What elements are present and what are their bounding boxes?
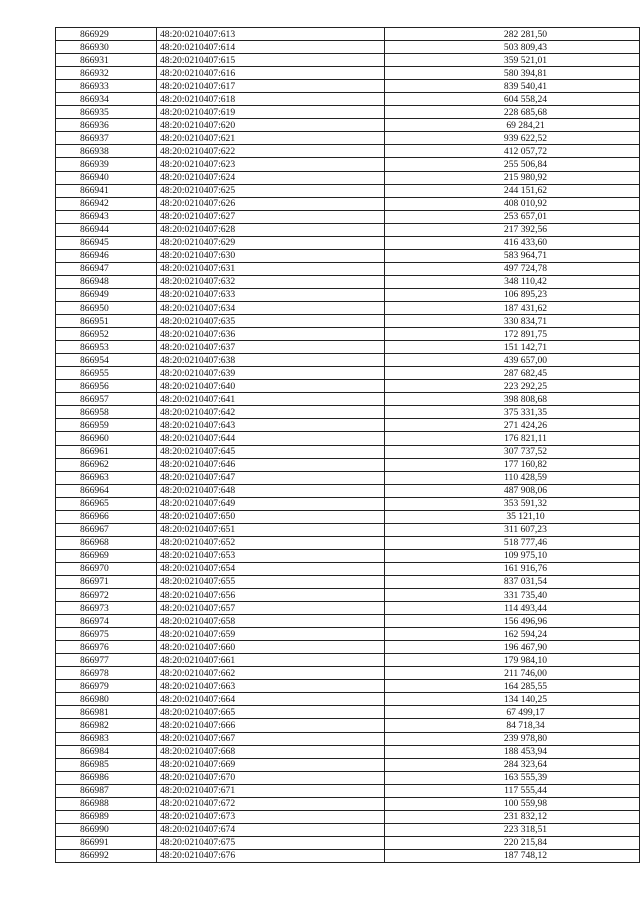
- value-cell: 287 682,45: [385, 367, 640, 380]
- value-cell: 163 555,39: [385, 771, 640, 784]
- row-number-cell: 866951: [56, 315, 157, 328]
- cadastral-number-cell: 48:20:0210407:670: [157, 771, 385, 784]
- data-table: [55, 27, 640, 863]
- value-cell: 228 685,68: [385, 106, 640, 119]
- row-number-cell: 866979: [56, 680, 157, 693]
- row-number-cell: 866966: [56, 510, 157, 523]
- cadastral-number-cell: 48:20:0210407:649: [157, 497, 385, 510]
- table-row: [56, 797, 640, 810]
- value-cell: 311 607,23: [385, 523, 640, 536]
- cadastral-number-cell: 48:20:0210407:669: [157, 758, 385, 771]
- cadastral-number-cell: 48:20:0210407:645: [157, 445, 385, 458]
- table-row: [56, 745, 640, 758]
- row-number-cell: 866950: [56, 301, 157, 314]
- table-row: [56, 693, 640, 706]
- table-row: [56, 288, 640, 301]
- row-number-cell: 866980: [56, 693, 157, 706]
- value-cell: 172 891,75: [385, 328, 640, 341]
- value-cell: 177 160,82: [385, 458, 640, 471]
- cadastral-number-cell: 48:20:0210407:663: [157, 680, 385, 693]
- row-number-cell: 866942: [56, 197, 157, 210]
- row-number-cell: 866934: [56, 93, 157, 106]
- row-number-cell: 866990: [56, 823, 157, 836]
- value-cell: 187 431,62: [385, 301, 640, 314]
- value-cell: 837 031,54: [385, 575, 640, 588]
- row-number-cell: 866977: [56, 654, 157, 667]
- cadastral-number-cell: 48:20:0210407:642: [157, 406, 385, 419]
- row-number-cell: 866970: [56, 562, 157, 575]
- row-number-cell: 866943: [56, 210, 157, 223]
- table-row: [56, 654, 640, 667]
- row-number-cell: 866930: [56, 41, 157, 54]
- row-number-cell: 866957: [56, 393, 157, 406]
- table-row: [56, 758, 640, 771]
- row-number-cell: 866939: [56, 158, 157, 171]
- row-number-cell: 866968: [56, 536, 157, 549]
- table-row: [56, 445, 640, 458]
- cadastral-number-cell: 48:20:0210407:634: [157, 301, 385, 314]
- row-number-cell: 866987: [56, 784, 157, 797]
- row-number-cell: 866969: [56, 549, 157, 562]
- value-cell: 284 323,64: [385, 758, 640, 771]
- value-cell: 196 467,90: [385, 641, 640, 654]
- row-number-cell: 866985: [56, 758, 157, 771]
- value-cell: 215 980,92: [385, 171, 640, 184]
- table-row: [56, 628, 640, 641]
- table-row: [56, 836, 640, 849]
- value-cell: 223 318,51: [385, 823, 640, 836]
- table-row: [56, 719, 640, 732]
- value-cell: 408 010,92: [385, 197, 640, 210]
- row-number-cell: 866948: [56, 275, 157, 288]
- table-row: [56, 41, 640, 54]
- cadastral-number-cell: 48:20:0210407:619: [157, 106, 385, 119]
- row-number-cell: 866988: [56, 797, 157, 810]
- row-number-cell: 866945: [56, 236, 157, 249]
- table-row: [56, 615, 640, 628]
- row-number-cell: 866974: [56, 615, 157, 628]
- value-cell: 253 657,01: [385, 210, 640, 223]
- row-number-cell: 866972: [56, 589, 157, 602]
- cadastral-number-cell: 48:20:0210407:659: [157, 628, 385, 641]
- table-row: [56, 249, 640, 262]
- value-cell: 255 506,84: [385, 158, 640, 171]
- cadastral-number-cell: 48:20:0210407:641: [157, 393, 385, 406]
- row-number-cell: 866933: [56, 80, 157, 93]
- cadastral-number-cell: 48:20:0210407:614: [157, 41, 385, 54]
- cadastral-number-cell: 48:20:0210407:625: [157, 184, 385, 197]
- cadastral-number-cell: 48:20:0210407:640: [157, 380, 385, 393]
- cadastral-number-cell: 48:20:0210407:674: [157, 823, 385, 836]
- row-number-cell: 866931: [56, 54, 157, 67]
- row-number-cell: 866929: [56, 28, 157, 41]
- row-number-cell: 866959: [56, 419, 157, 432]
- cadastral-number-cell: 48:20:0210407:629: [157, 236, 385, 249]
- value-cell: 497 724,78: [385, 262, 640, 275]
- table-row: [56, 823, 640, 836]
- table-row: [56, 80, 640, 93]
- table-row: [56, 849, 640, 862]
- value-cell: 518 777,46: [385, 536, 640, 549]
- table-row: [56, 784, 640, 797]
- row-number-cell: 866976: [56, 641, 157, 654]
- table-row: [56, 680, 640, 693]
- row-number-cell: 866991: [56, 836, 157, 849]
- table-row: [56, 732, 640, 745]
- table-row: [56, 471, 640, 484]
- table-row: [56, 67, 640, 80]
- cadastral-number-cell: 48:20:0210407:647: [157, 471, 385, 484]
- value-cell: 117 555,44: [385, 784, 640, 797]
- row-number-cell: 866956: [56, 380, 157, 393]
- table-row: [56, 497, 640, 510]
- row-number-cell: 866975: [56, 628, 157, 641]
- cadastral-number-cell: 48:20:0210407:630: [157, 249, 385, 262]
- table-row: [56, 54, 640, 67]
- value-cell: 69 284,21: [385, 119, 640, 132]
- row-number-cell: 866940: [56, 171, 157, 184]
- row-number-cell: 866960: [56, 432, 157, 445]
- table-row: [56, 523, 640, 536]
- value-cell: 487 908,06: [385, 484, 640, 497]
- table-row: [56, 145, 640, 158]
- table-row: [56, 106, 640, 119]
- table-row: [56, 706, 640, 719]
- table-row: [56, 262, 640, 275]
- value-cell: 162 594,24: [385, 628, 640, 641]
- cadastral-number-cell: 48:20:0210407:639: [157, 367, 385, 380]
- cadastral-number-cell: 48:20:0210407:646: [157, 458, 385, 471]
- value-cell: 151 142,71: [385, 341, 640, 354]
- row-number-cell: 866949: [56, 288, 157, 301]
- row-number-cell: 866978: [56, 667, 157, 680]
- cadastral-number-cell: 48:20:0210407:620: [157, 119, 385, 132]
- table-row: [56, 641, 640, 654]
- row-number-cell: 866936: [56, 119, 157, 132]
- table-row: [56, 171, 640, 184]
- value-cell: 412 057,72: [385, 145, 640, 158]
- table-row: [56, 562, 640, 575]
- value-cell: 231 832,12: [385, 810, 640, 823]
- cadastral-number-cell: 48:20:0210407:665: [157, 706, 385, 719]
- value-cell: 839 540,41: [385, 80, 640, 93]
- value-cell: 164 285,55: [385, 680, 640, 693]
- table-row: [56, 354, 640, 367]
- table-row: [56, 549, 640, 562]
- row-number-cell: 866964: [56, 484, 157, 497]
- row-number-cell: 866938: [56, 145, 157, 158]
- cadastral-number-cell: 48:20:0210407:624: [157, 171, 385, 184]
- value-cell: 416 433,60: [385, 236, 640, 249]
- cadastral-number-cell: 48:20:0210407:615: [157, 54, 385, 67]
- table-row: [56, 458, 640, 471]
- value-cell: 398 808,68: [385, 393, 640, 406]
- value-cell: 67 499,17: [385, 706, 640, 719]
- value-cell: 161 916,76: [385, 562, 640, 575]
- cadastral-number-cell: 48:20:0210407:667: [157, 732, 385, 745]
- cadastral-number-cell: 48:20:0210407:631: [157, 262, 385, 275]
- cadastral-number-cell: 48:20:0210407:664: [157, 693, 385, 706]
- table-row: [56, 367, 640, 380]
- cadastral-number-cell: 48:20:0210407:666: [157, 719, 385, 732]
- row-number-cell: 866935: [56, 106, 157, 119]
- table-row: [56, 158, 640, 171]
- value-cell: 439 657,00: [385, 354, 640, 367]
- table-row: [56, 210, 640, 223]
- value-cell: 348 110,42: [385, 275, 640, 288]
- cadastral-number-cell: 48:20:0210407:632: [157, 275, 385, 288]
- table-row: [56, 406, 640, 419]
- value-cell: 109 975,10: [385, 549, 640, 562]
- row-number-cell: 866973: [56, 602, 157, 615]
- table-row: [56, 771, 640, 784]
- value-cell: 580 394,81: [385, 67, 640, 80]
- table-row: [56, 28, 640, 41]
- cadastral-number-cell: 48:20:0210407:627: [157, 210, 385, 223]
- cadastral-number-cell: 48:20:0210407:633: [157, 288, 385, 301]
- cadastral-number-cell: 48:20:0210407:676: [157, 849, 385, 862]
- cadastral-number-cell: 48:20:0210407:662: [157, 667, 385, 680]
- value-cell: 110 428,59: [385, 471, 640, 484]
- row-number-cell: 866954: [56, 354, 157, 367]
- value-cell: 179 984,10: [385, 654, 640, 667]
- cadastral-number-cell: 48:20:0210407:654: [157, 562, 385, 575]
- cadastral-number-cell: 48:20:0210407:618: [157, 93, 385, 106]
- value-cell: 176 821,11: [385, 432, 640, 445]
- row-number-cell: 866971: [56, 575, 157, 588]
- row-number-cell: 866983: [56, 732, 157, 745]
- cadastral-number-cell: 48:20:0210407:635: [157, 315, 385, 328]
- table-row: [56, 536, 640, 549]
- table-row: [56, 223, 640, 236]
- cadastral-number-cell: 48:20:0210407:636: [157, 328, 385, 341]
- table-row: [56, 380, 640, 393]
- row-number-cell: 866965: [56, 497, 157, 510]
- table-row: [56, 93, 640, 106]
- value-cell: 583 964,71: [385, 249, 640, 262]
- value-cell: 939 622,52: [385, 132, 640, 145]
- value-cell: 156 496,96: [385, 615, 640, 628]
- value-cell: 282 281,50: [385, 28, 640, 41]
- table-row: [56, 119, 640, 132]
- table-row: [56, 236, 640, 249]
- cadastral-number-cell: 48:20:0210407:638: [157, 354, 385, 367]
- value-cell: 239 978,80: [385, 732, 640, 745]
- table-row: [56, 667, 640, 680]
- cadastral-number-cell: 48:20:0210407:643: [157, 419, 385, 432]
- value-cell: 330 834,71: [385, 315, 640, 328]
- cadastral-number-cell: 48:20:0210407:661: [157, 654, 385, 667]
- table-row: [56, 184, 640, 197]
- cadastral-number-cell: 48:20:0210407:656: [157, 589, 385, 602]
- value-cell: 220 215,84: [385, 836, 640, 849]
- table-row: [56, 341, 640, 354]
- value-cell: 223 292,25: [385, 380, 640, 393]
- cadastral-number-cell: 48:20:0210407:655: [157, 575, 385, 588]
- value-cell: 217 392,56: [385, 223, 640, 236]
- row-number-cell: 866962: [56, 458, 157, 471]
- value-cell: 331 735,40: [385, 589, 640, 602]
- table-row: [56, 419, 640, 432]
- cadastral-number-cell: 48:20:0210407:622: [157, 145, 385, 158]
- cadastral-number-cell: 48:20:0210407:672: [157, 797, 385, 810]
- value-cell: 35 121,10: [385, 510, 640, 523]
- value-cell: 106 895,23: [385, 288, 640, 301]
- row-number-cell: 866961: [56, 445, 157, 458]
- value-cell: 188 453,94: [385, 745, 640, 758]
- cadastral-number-cell: 48:20:0210407:668: [157, 745, 385, 758]
- table-row: [56, 589, 640, 602]
- value-cell: 353 591,32: [385, 497, 640, 510]
- row-number-cell: 866992: [56, 849, 157, 862]
- cadastral-number-cell: 48:20:0210407:637: [157, 341, 385, 354]
- table-row: [56, 484, 640, 497]
- cadastral-number-cell: 48:20:0210407:675: [157, 836, 385, 849]
- cadastral-number-cell: 48:20:0210407:652: [157, 536, 385, 549]
- cadastral-number-cell: 48:20:0210407:653: [157, 549, 385, 562]
- table-row: [56, 810, 640, 823]
- table-row: [56, 393, 640, 406]
- value-cell: 114 493,44: [385, 602, 640, 615]
- row-number-cell: 866981: [56, 706, 157, 719]
- value-cell: 503 809,43: [385, 41, 640, 54]
- cadastral-number-cell: 48:20:0210407:671: [157, 784, 385, 797]
- cadastral-number-cell: 48:20:0210407:657: [157, 602, 385, 615]
- table-body: [56, 28, 640, 863]
- value-cell: 134 140,25: [385, 693, 640, 706]
- value-cell: 100 559,98: [385, 797, 640, 810]
- table-row: [56, 602, 640, 615]
- cadastral-number-cell: 48:20:0210407:626: [157, 197, 385, 210]
- cadastral-number-cell: 48:20:0210407:621: [157, 132, 385, 145]
- row-number-cell: 866941: [56, 184, 157, 197]
- value-cell: 211 746,00: [385, 667, 640, 680]
- cadastral-number-cell: 48:20:0210407:644: [157, 432, 385, 445]
- row-number-cell: 866982: [56, 719, 157, 732]
- table-row: [56, 510, 640, 523]
- table-row: [56, 315, 640, 328]
- cadastral-number-cell: 48:20:0210407:616: [157, 67, 385, 80]
- row-number-cell: 866984: [56, 745, 157, 758]
- table-row: [56, 301, 640, 314]
- table-row: [56, 328, 640, 341]
- row-number-cell: 866986: [56, 771, 157, 784]
- table-row: [56, 197, 640, 210]
- row-number-cell: 866989: [56, 810, 157, 823]
- cadastral-number-cell: 48:20:0210407:673: [157, 810, 385, 823]
- value-cell: 244 151,62: [385, 184, 640, 197]
- cadastral-number-cell: 48:20:0210407:650: [157, 510, 385, 523]
- row-number-cell: 866955: [56, 367, 157, 380]
- cadastral-number-cell: 48:20:0210407:660: [157, 641, 385, 654]
- cadastral-number-cell: 48:20:0210407:658: [157, 615, 385, 628]
- table-row: [56, 575, 640, 588]
- cadastral-number-cell: 48:20:0210407:613: [157, 28, 385, 41]
- row-number-cell: 866952: [56, 328, 157, 341]
- row-number-cell: 866946: [56, 249, 157, 262]
- cadastral-number-cell: 48:20:0210407:623: [157, 158, 385, 171]
- value-cell: 271 424,26: [385, 419, 640, 432]
- row-number-cell: 866963: [56, 471, 157, 484]
- row-number-cell: 866944: [56, 223, 157, 236]
- cadastral-number-cell: 48:20:0210407:651: [157, 523, 385, 536]
- row-number-cell: 866937: [56, 132, 157, 145]
- value-cell: 187 748,12: [385, 849, 640, 862]
- row-number-cell: 866953: [56, 341, 157, 354]
- row-number-cell: 866958: [56, 406, 157, 419]
- row-number-cell: 866932: [56, 67, 157, 80]
- cadastral-number-cell: 48:20:0210407:648: [157, 484, 385, 497]
- value-cell: 359 521,01: [385, 54, 640, 67]
- row-number-cell: 866967: [56, 523, 157, 536]
- value-cell: 604 558,24: [385, 93, 640, 106]
- value-cell: 84 718,34: [385, 719, 640, 732]
- table-row: [56, 275, 640, 288]
- row-number-cell: 866947: [56, 262, 157, 275]
- value-cell: 307 737,52: [385, 445, 640, 458]
- cadastral-number-cell: 48:20:0210407:617: [157, 80, 385, 93]
- value-cell: 375 331,35: [385, 406, 640, 419]
- table-row: [56, 432, 640, 445]
- cadastral-number-cell: 48:20:0210407:628: [157, 223, 385, 236]
- table-row: [56, 132, 640, 145]
